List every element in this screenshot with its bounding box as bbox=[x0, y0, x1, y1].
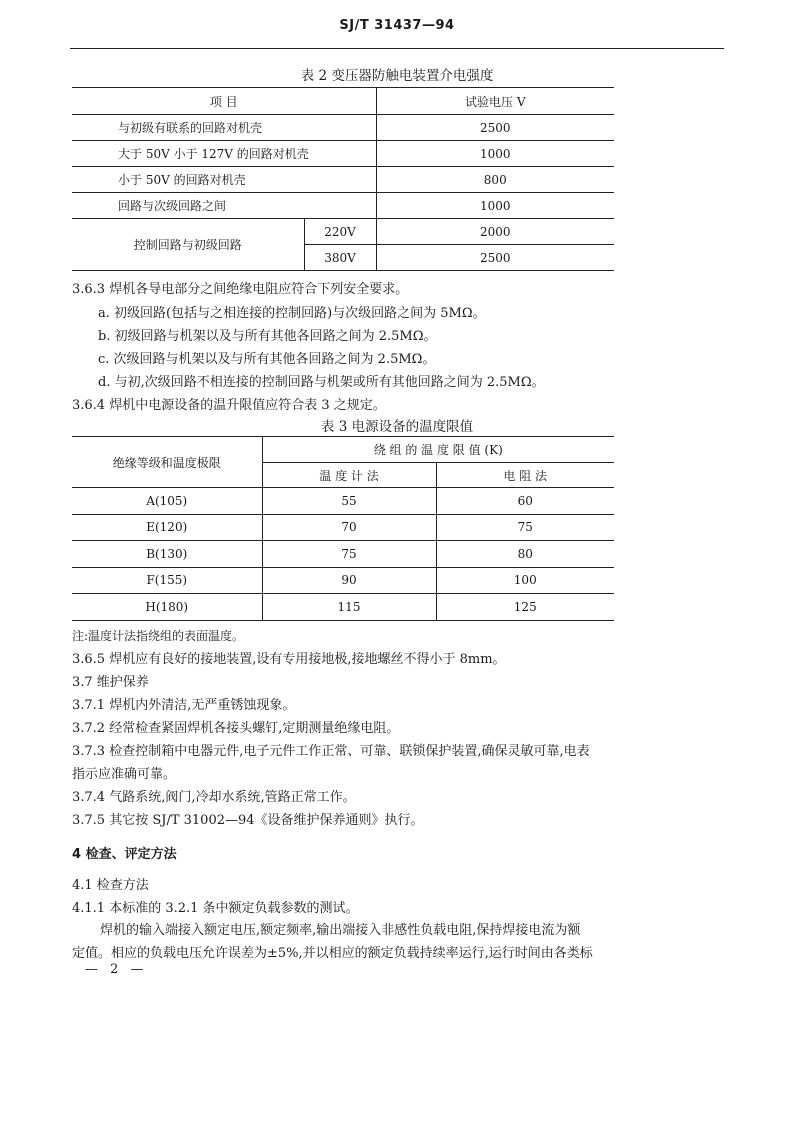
section-4-1-title: 4.1 检查方法 bbox=[72, 878, 149, 893]
table2-caption: 表 2 变压器防触电装置介电强度 bbox=[300, 68, 494, 84]
page-number: — 2 — bbox=[85, 962, 148, 977]
clause-3-6-5: 3.6.5 焊机应有良好的接地装置,设有专用接地极,接地螺丝不得小于 8mm。 bbox=[72, 652, 506, 667]
table3-class: H(180) bbox=[72, 594, 262, 621]
table3-thermo: 70 bbox=[262, 514, 436, 541]
table2-row-value: 2500 bbox=[376, 115, 614, 141]
section-4-title: 4 检查、评定方法 bbox=[72, 847, 177, 862]
clause-3-6-3-d: d. 与初,次级回路不相连接的控制回路与机架或所有其他回路之间为 2.5MΩ。 bbox=[98, 375, 545, 390]
table2-row-item: 小于 50V 的回路对机壳 bbox=[72, 167, 376, 193]
table3-thermo: 55 bbox=[262, 488, 436, 515]
table3-resist: 80 bbox=[436, 541, 614, 568]
table3-class: E(120) bbox=[72, 514, 262, 541]
clause-3-6-4: 3.6.4 焊机中电源设备的温升限值应符合表 3 之规定。 bbox=[72, 398, 386, 413]
table2-control-value: 2000 bbox=[376, 219, 614, 245]
table3-note: 注:温度计法指绕组的表面温度。 bbox=[72, 629, 245, 643]
section-3-7-title: 3.7 维护保养 bbox=[72, 675, 149, 690]
table2-col-voltage: 试验电压 V bbox=[376, 88, 614, 115]
paragraph-line-1: 焊机的输入端接入额定电压,额定频率,输出端接入非感性负载电阻,保持焊接电流为额 bbox=[100, 923, 581, 938]
table3-col-class: 绝缘等级和温度极限 bbox=[72, 437, 262, 488]
clause-3-7-1: 3.7.1 焊机内外清洁,无严重锈蚀现象。 bbox=[72, 698, 296, 713]
table3-caption: 表 3 电源设备的温度限值 bbox=[320, 419, 474, 435]
document-code: SJ/T 31437—94 bbox=[339, 18, 455, 33]
table2-row-value: 1000 bbox=[376, 193, 614, 219]
table2 bbox=[72, 87, 614, 271]
table3-thermo: 75 bbox=[262, 541, 436, 568]
table3-resist: 125 bbox=[436, 594, 614, 621]
table2-row-value: 1000 bbox=[376, 141, 614, 167]
table3-col-group: 绕 组 的 温 度 限 值 (K) bbox=[262, 437, 614, 463]
table2-control-label: 控制回路与初级回路 bbox=[72, 219, 304, 271]
clause-3-7-3: 3.7.3 检查控制箱中电器元件,电子元件工作正常、可靠、联锁保护装置,确保灵敏可靠,电表 bbox=[72, 744, 590, 759]
table2-control-sub: 380V bbox=[304, 245, 376, 271]
table2-row-item: 回路与次级回路之间 bbox=[72, 193, 376, 219]
table3-col-thermo: 温 度 计 法 bbox=[262, 463, 436, 488]
table2-control-sub: 220V bbox=[304, 219, 376, 245]
paragraph-line-2: 定值。相应的负载电压允许误差为±5%,并以相应的额定负载持续率运行,运行时间由各类标 bbox=[72, 946, 593, 961]
table3-resist: 60 bbox=[436, 488, 614, 515]
table2-control-value: 2500 bbox=[376, 245, 614, 271]
table2-row-value: 800 bbox=[376, 167, 614, 193]
table3-class: F(155) bbox=[72, 567, 262, 594]
table3-class: A(105) bbox=[72, 488, 262, 515]
table3-col-resist: 电 阻 法 bbox=[436, 463, 614, 488]
table3-resist: 75 bbox=[436, 514, 614, 541]
table3 bbox=[72, 436, 614, 621]
table3-thermo: 115 bbox=[262, 594, 436, 621]
clause-3-7-2: 3.7.2 经常检查紧固焊机各接头螺钉,定期测量绝缘电阻。 bbox=[72, 721, 400, 736]
table3-class: B(130) bbox=[72, 541, 262, 568]
header-rule bbox=[70, 48, 724, 49]
clause-3-7-3-cont: 指示应准确可靠。 bbox=[72, 767, 177, 782]
table3-resist: 100 bbox=[436, 567, 614, 594]
clause-3-6-3: 3.6.3 焊机各导电部分之间绝缘电阻应符合下列安全要求。 bbox=[72, 282, 409, 297]
table2-row-item: 与初级有联系的回路对机壳 bbox=[72, 115, 376, 141]
table3-thermo: 90 bbox=[262, 567, 436, 594]
table2-col-item: 项 目 bbox=[72, 88, 376, 115]
table2-row-item: 大于 50V 小于 127V 的回路对机壳 bbox=[72, 141, 376, 167]
clause-3-6-3-b: b. 初级回路与机架以及与所有其他各回路之间为 2.5MΩ。 bbox=[98, 329, 437, 344]
clause-3-7-4: 3.7.4 气路系统,阀门,冷却水系统,管路正常工作。 bbox=[72, 790, 356, 805]
clause-4-1-1: 4.1.1 本标准的 3.2.1 条中额定负载参数的测试。 bbox=[72, 901, 359, 916]
clause-3-6-3-c: c. 次级回路与机架以及与所有其他各回路之间为 2.5MΩ。 bbox=[98, 352, 436, 367]
clause-3-7-5: 3.7.5 其它按 SJ/T 31002—94《设备维护保养通则》执行。 bbox=[72, 813, 424, 828]
clause-3-6-3-a: a. 初级回路(包括与之相连接的控制回路)与次级回路之间为 5MΩ。 bbox=[98, 306, 486, 321]
